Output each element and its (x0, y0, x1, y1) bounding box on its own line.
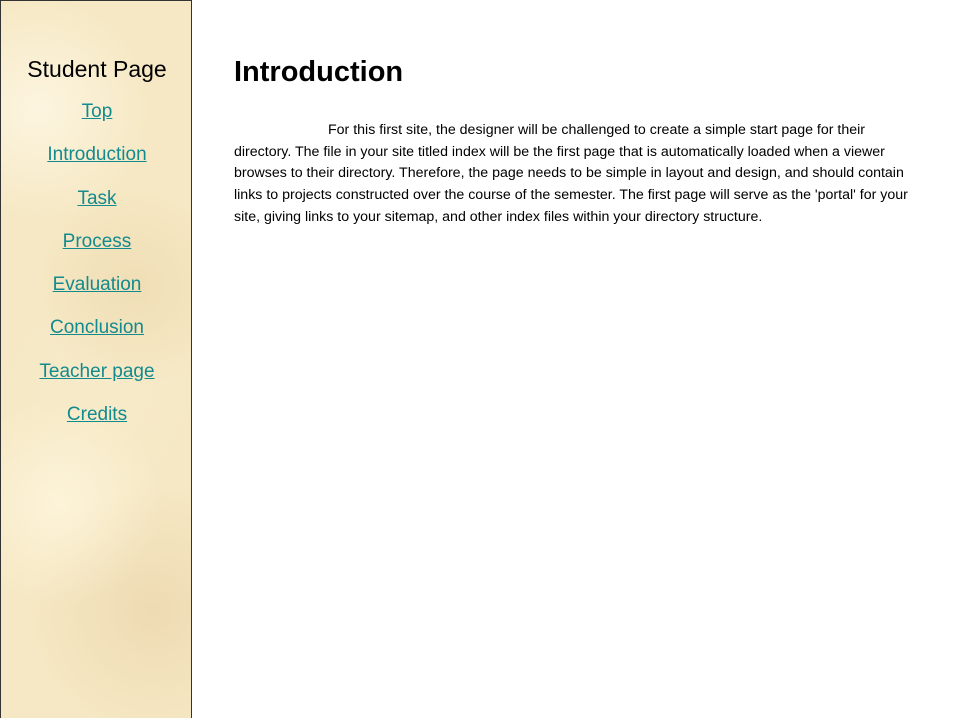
intro-paragraph: For this first site, the designer will be challenged to create a simple start page for their directory. The file in your site titled index will be the first page that is automatically loaded when a viewer browses to their directory. Therefore, the page needs to be simple in layout and design, and should contain links to projects constructed over the course of the semester. The first page will serve as the 'portal' for your site, giving links to your sitemap, and other index files within your directory structure. (234, 122, 908, 225)
nav-item-evaluation (1, 274, 193, 317)
page-heading: Introduction (234, 56, 404, 88)
nav-link-credits[interactable]: Credits (66, 404, 128, 426)
nav-item-credits (1, 404, 193, 447)
nav-link-conclusion[interactable]: Conclusion (50, 317, 144, 339)
nav-link-introduction[interactable]: Introduction (47, 144, 147, 166)
nav-item-teacher-page (1, 361, 193, 404)
nav-item-process (1, 231, 193, 274)
sidebar (0, 0, 192, 718)
nav-link-process[interactable]: Process (62, 230, 132, 252)
nav-item-conclusion (1, 317, 193, 360)
nav-item-introduction (1, 144, 193, 187)
nav-link-task[interactable]: Task (77, 187, 117, 209)
sidebar-nav (1, 101, 193, 447)
nav-item-task (1, 188, 193, 231)
nav-item-top (1, 101, 193, 144)
nav-link-top[interactable]: Top (81, 101, 113, 122)
main-content (234, 52, 924, 229)
nav-link-evaluation[interactable]: Evaluation (52, 274, 142, 296)
sidebar-title: Student Page (27, 56, 167, 82)
nav-link-teacher-page[interactable]: Teacher page (39, 360, 155, 382)
